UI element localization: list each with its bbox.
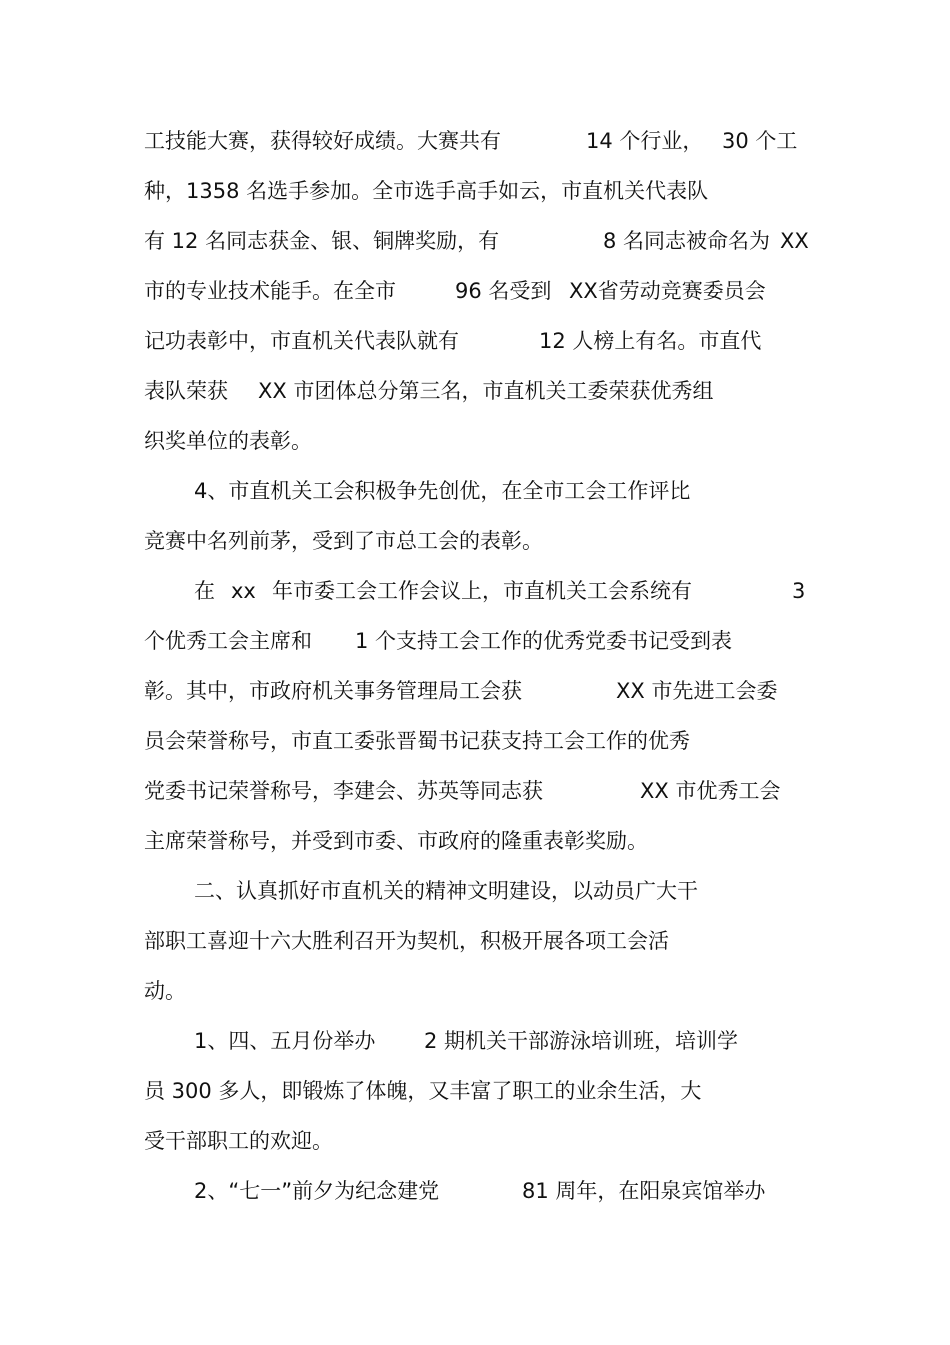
text-segment: 81 周年，在阳泉宾馆举办 [522, 1179, 766, 1203]
text-segment: 4、市直机关工会积极争先创优，在全市工会工作评比 [194, 479, 691, 503]
text-segment: XX 市团体总分第三名，市直机关工委荣获优秀组 [258, 379, 714, 403]
text-segment: 党委书记荣誉称号，李建会、苏英等同志获 [144, 779, 543, 803]
text-segment: 2 期机关干部游泳培训班，培训学 [424, 1029, 739, 1053]
text-line [0, 174, 950, 208]
text-line [0, 524, 950, 558]
text-segment: 在 [194, 579, 215, 603]
text-segment: 8 名同志被命名为 [603, 229, 771, 253]
text-line [0, 274, 950, 308]
text-line [0, 924, 950, 958]
text-line [0, 1024, 950, 1058]
text-segment: 彰。其中，市政府机关事务管理局工会获 [144, 679, 522, 703]
text-segment: 织奖单位的表彰。 [144, 429, 312, 453]
text-line [0, 1074, 950, 1108]
text-segment: 竞赛中名列前茅，受到了市总工会的表彰。 [144, 529, 543, 553]
text-segment: 1、四、五月份举办 [194, 1029, 376, 1053]
text-segment: 种，1358 名选手参加。全市选手高手如云，市直机关代表队 [144, 179, 709, 203]
text-segment: 3 [792, 579, 806, 603]
text-segment: 员会荣誉称号，市直工委张晋蜀书记获支持工会工作的优秀 [144, 729, 690, 753]
text-segment: 工技能大赛，获得较好成绩。大赛共有 [144, 129, 501, 153]
text-segment: 表队荣获 [144, 379, 228, 403]
text-segment: XX 市先进工会委 [616, 679, 778, 703]
text-line [0, 1124, 950, 1158]
text-segment: 年市委工会工作会议上，市直机关工会系统有 [272, 579, 692, 603]
text-segment: 12 人榜上有名。市直代 [539, 329, 762, 353]
text-segment: 1 个支持工会工作的优秀党委书记受到表 [355, 629, 733, 653]
text-segment: 员 300 多人，即锻炼了体魄，又丰富了职工的业余生活，大 [144, 1079, 702, 1103]
text-segment: 动。 [144, 979, 186, 1003]
text-line [0, 374, 950, 408]
text-line [0, 474, 950, 508]
text-line [0, 1174, 950, 1208]
text-segment: 二、认真抓好市直机关的精神文明建设，以动员广大干 [194, 879, 698, 903]
text-segment: 14 个行业， [586, 129, 704, 153]
text-line [0, 874, 950, 908]
text-line [0, 624, 950, 658]
text-line [0, 724, 950, 758]
text-segment: 2、“七一”前夕为纪念建党 [194, 1179, 440, 1203]
text-line [0, 774, 950, 808]
text-line [0, 224, 950, 258]
text-line [0, 824, 950, 858]
text-segment: 受干部职工的欢迎。 [144, 1129, 333, 1153]
text-segment: XX 市优秀工会 [640, 779, 781, 803]
text-line [0, 124, 950, 158]
text-segment: 部职工喜迎十六大胜利召开为契机，积极开展各项工会活 [144, 929, 669, 953]
text-line [0, 324, 950, 358]
text-segment: XX [780, 229, 809, 253]
text-segment: 市的专业技术能手。在全市 [144, 279, 396, 303]
text-segment: xx [231, 579, 256, 603]
text-line [0, 674, 950, 708]
text-line [0, 974, 950, 1008]
text-segment: 96 名受到 [455, 279, 552, 303]
text-segment: 个优秀工会主席和 [144, 629, 312, 653]
text-segment: 主席荣誉称号，并受到市委、市政府的隆重表彰奖励。 [144, 829, 648, 853]
text-segment: 30 个工 [722, 129, 798, 153]
text-line [0, 424, 950, 458]
text-segment: 记功表彰中，市直机关代表队就有 [144, 329, 459, 353]
text-line [0, 574, 950, 608]
text-segment: 有 12 名同志获金、银、铜牌奖励，有 [144, 229, 500, 253]
text-segment: XX省劳动竞赛委员会 [569, 279, 766, 303]
